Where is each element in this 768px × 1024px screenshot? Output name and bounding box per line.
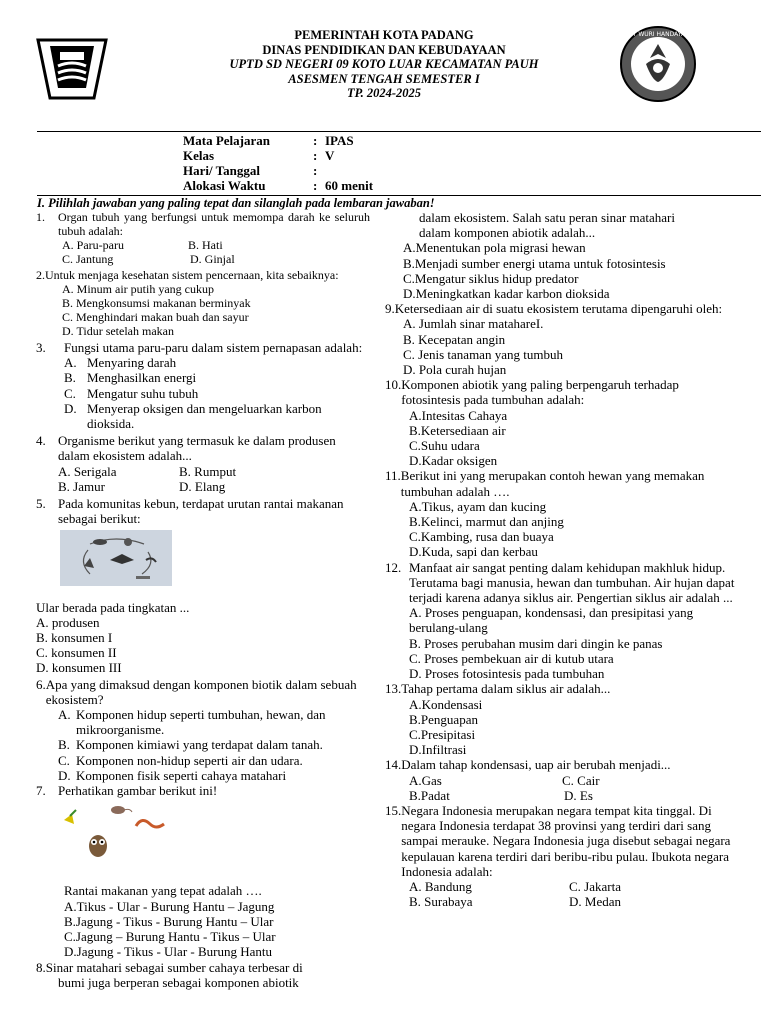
school-year: TP. 2024-2025 [346,86,422,100]
info-subject: Mata Pelajaran : IPAS [183,133,354,148]
info-date: Hari/ Tanggal : [183,163,318,178]
question-9: 9. Ketersediaan air di suatu ekosistem terutama dipengaruhi oleh: A. Jumlah sinar matahareI. B. Kecepatan angin C. Jenis tanaman yang tumbuh D. Pola curah hujan [385,301,723,378]
animals-image [58,802,168,862]
right-column [385,210,735,909]
owl-icon [89,835,107,857]
header-rule [37,131,761,132]
exam-name: ASESMEN TENGAH SEMESTER I [288,71,480,86]
logo-text: TUT WURI HANDAYANI [624,31,692,38]
question-8-start: 8. Sinar matahari sebagai sumber cahaya terbesar di bumi juga berperan sebagai komponen abiotik [36,959,303,990]
question-4: 4. Organisme berikut yang termasuk ke dalam produsen dalam ekosistem adalah... A. Serigala B. Rumput B. Jamur D. Elang [36,433,336,494]
exam-info [183,133,373,193]
food-chain-image [60,530,172,586]
question-1: 1. Organ tubuh yang berfungsi untuk memompa darah ke seluruh tubuh adalah: A. Paru-paru B. Hati C. Jantung D. Ginjal [36,210,370,266]
info-duration: Alokasi Waktu : 60 menit [183,178,374,193]
tut-wuri-handayani-logo [616,24,700,104]
office-name: DINAS PENDIDIKAN DAN KEBUDAYAAN [262,42,506,57]
question-6: 6. Apa yang dimaksud dengan komponen biotik dalam sebuah ekosistem? A. Komponen hidup seperti tumbuhan, hewan, dan mikroorganisme. B. Komponen kimiawi yang terdapat dalam tanah. C. Komponen non-hidup seperti air dan udara. D. Komponen fisik seperti cahaya matahari [36,676,357,783]
question-11: 11. Berikut ini yang merupakan contoh hewan yang memakan tumbuhan adalah …. A.Tikus, ayam dan kucing B.Kelinci, marmut dan anjing C.Kambing, rusa dan buaya D.Kuda, sapi dan kerbau [385,468,705,560]
school-name: UPTD SD NEGERI 09 KOTO LUAR KECAMATAN PAUH [229,57,539,71]
corn-icon [64,814,74,824]
left-column [36,210,370,990]
snake-icon [136,821,164,828]
question-10: 10. Komponen abiotik yang paling berpengaruh terhadap fotosintesis pada tumbuhan adalah: A.Intesitas Cahaya B.Ketersediaan air C.Suhu udara D.Kadar oksigen [385,377,679,469]
question-15: 15. Negara Indonesia merupakan negara tempat kita tinggal. Di negara Indonesia terdapat 38 provinsi yang terdiri dari sang sampai merauke. Negara Indonesia juga disebut sebagai negara kepulauan karena terdiri dari beribu-ribu pulau. Ibukota negara Indonesia adalah: A. Bandung C. Jakarta B. Surabaya D. Medan [385,802,731,910]
gov-name: PEMERINTAH KOTA PADANG [294,28,474,42]
instruction: I. Pilihlah jawaban yang paling tepat dan silanglah pada lembaran jawaban! [37,196,435,210]
question-12: 12. Manfaat air sangat penting dalam kehidupan makhluk hidup. Terutama bagi manusia, hewan dan tumbuhan. Air hujan dapat terjadi karena adanya siklus air. Pengertian siklus air adalah ... A. Proses penguapan, kondensasi, dan presipitasi yang berulang-ulang B. Proses perubahan musim dari dingin ke panas C. Proses pembekuan air di kutub utara D. Proses fotosintesis pada tumbuhan [385,559,735,682]
info-class: Kelas : V [183,148,335,163]
question-2: 2. Untuk menjaga kesehatan sistem pencernaan, kita sebaiknya: A. Minum air putih yang cukup B. Mengkonsumsi makanan berminyak C. Menghindari makan buah dan sayur D. Tidur setelah makan [36,268,339,338]
question-14: 14. Dalam tahap kondensasi, uap air berubah menjadi... A.Gas C. Cair B.Padat D. Es [385,757,671,803]
mouse-icon [111,806,125,814]
question-13: 13. Tahap pertama dalam siklus air adalah... A.Kondensasi B.Penguapan C.Presipitasi D.Infiltrasi [385,681,611,758]
question-8-continued: dalam ekosistem. Salah satu peran sinar matahari dalam komponen abiotik adalah... A.Menentukan pola migrasi hewan B.Menjadi sumber energi utama untuk fotosintesis C.Mengatur siklus hidup predator D.Meningkatkan kadar karbon dioksida [403,210,675,302]
question-5: 5. Pada komunitas kebun, terdapat urutan rantai makanan sebagai berikut: Ular berada pada tingkatan ... A. produsen B. konsumen I C. konsumen II D. konsumen III [36,496,344,676]
question-3: 3. Fungsi utama paru-paru dalam sistem pernapasan adalah: A. Menyaring darah B. Menghasilkan energi C. Mengatur suhu tubuh D. Menyerap oksigen dan mengeluarkan karbon dioksida. [36,340,363,432]
question-7: 7. Perhatikan gambar berikut ini! Rantai makanan yang tepat adalah …. A.Tikus - Ular - Burung Hantu – Jagung B.Jagung - Tikus - Burung Hantu – Ular C.Jagung – Burung Hantu - Tikus – Ular D.Jagung - Tikus - Ular - Burung Hantu [36,783,276,960]
